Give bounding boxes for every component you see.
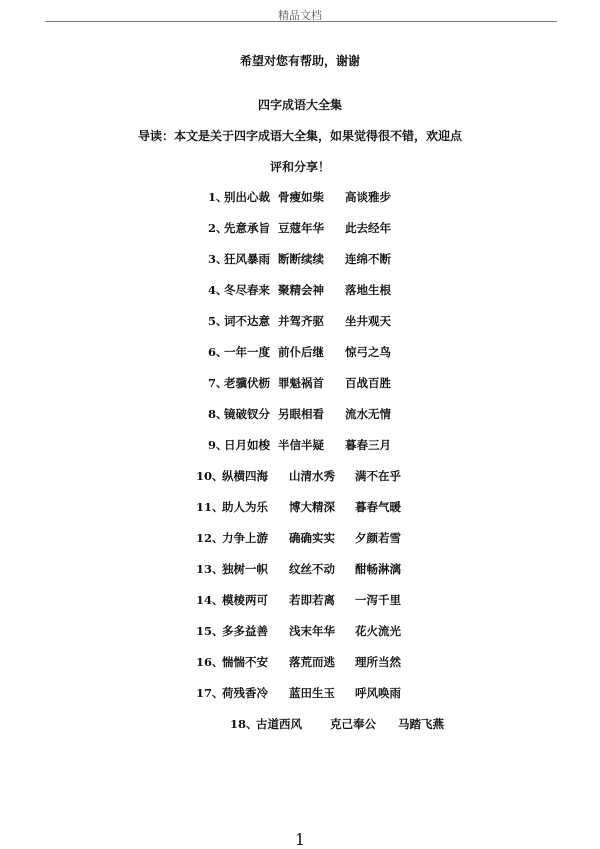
idiom-number: 17、 — [196, 686, 224, 700]
page-header-title: 精品文档 — [278, 9, 322, 22]
idiom-second: 博大精深 — [289, 500, 335, 514]
idiom-number: 7、 — [208, 376, 228, 390]
idiom-row — [0, 468, 600, 484]
idiom-first: 镜破钗分 — [224, 407, 270, 421]
idiom-number: 10、 — [196, 469, 224, 483]
idiom-row — [0, 592, 600, 608]
idiom-second: 落荒而逃 — [289, 655, 335, 669]
idiom-first: 助人为乐 — [222, 500, 268, 514]
idiom-first: 老骥伏枥 — [224, 376, 270, 390]
idiom-second: 另眼相看 — [278, 407, 324, 421]
idiom-number: 5、 — [208, 314, 228, 328]
idiom-first: 古道西风 — [256, 717, 302, 731]
idiom-number: 12、 — [196, 531, 224, 545]
idiom-third: 酣畅淋漓 — [355, 562, 401, 576]
idiom-first: 日月如梭 — [224, 438, 270, 452]
idiom-first: 模棱两可 — [222, 593, 268, 607]
idiom-first: 先意承旨 — [224, 221, 270, 235]
idiom-number: 2、 — [208, 221, 228, 235]
idiom-second: 前仆后继 — [278, 345, 324, 359]
idiom-row — [0, 251, 600, 267]
idiom-first: 词不达意 — [224, 314, 270, 328]
idiom-row — [0, 344, 600, 360]
idiom-row — [0, 561, 600, 577]
idiom-number: 8、 — [208, 407, 228, 421]
lead-line-2: 评和分享！ — [269, 160, 330, 174]
idiom-second: 豆蔻年华 — [278, 221, 324, 235]
idiom-second: 浅末年华 — [289, 624, 335, 638]
idiom-second: 确确实实 — [289, 531, 335, 545]
idiom-third: 流水无情 — [345, 407, 391, 421]
idiom-second: 骨瘦如柴 — [278, 190, 324, 204]
idiom-third: 落地生根 — [345, 283, 391, 297]
idiom-third: 此去经年 — [345, 221, 391, 235]
idiom-third: 理所当然 — [355, 655, 401, 669]
idiom-number: 15、 — [196, 624, 224, 638]
document-title: 四字成语大全集 — [257, 98, 342, 112]
idiom-third: 花火流光 — [355, 624, 401, 638]
idiom-row — [0, 282, 600, 298]
idiom-row — [0, 313, 600, 329]
thanks-line: 希望对您有帮助，谢谢 — [239, 54, 360, 68]
idiom-row — [0, 220, 600, 236]
idiom-third: 坐井观天 — [345, 314, 391, 328]
idiom-third: 一泻千里 — [355, 593, 401, 607]
idiom-second: 纹丝不动 — [289, 562, 335, 576]
idiom-third: 连绵不断 — [345, 252, 391, 266]
idiom-number: 11、 — [196, 500, 224, 514]
idiom-second: 并驾齐驱 — [278, 314, 324, 328]
idiom-row — [0, 189, 600, 205]
idiom-first: 力争上游 — [222, 531, 268, 545]
header-rule — [45, 21, 557, 22]
idiom-third: 百战百胜 — [345, 376, 391, 390]
idiom-third: 呼风唤雨 — [355, 686, 401, 700]
idiom-second: 断断续续 — [278, 252, 324, 266]
idiom-number: 14、 — [196, 593, 224, 607]
idiom-first: 独树一帜 — [222, 562, 268, 576]
idiom-third: 高谈雅步 — [345, 190, 391, 204]
idiom-first: 狂风暴雨 — [224, 252, 270, 266]
idiom-row — [0, 654, 600, 670]
idiom-second: 若即若离 — [289, 593, 335, 607]
idiom-number: 13、 — [196, 562, 224, 576]
idiom-number: 18、 — [230, 717, 258, 731]
idiom-first: 一年一度 — [224, 345, 270, 359]
idiom-second: 聚精会神 — [278, 283, 324, 297]
idiom-third: 暮春三月 — [345, 438, 391, 452]
idiom-third: 暮春气暖 — [355, 500, 401, 514]
idiom-row — [0, 623, 600, 639]
idiom-row — [0, 716, 600, 732]
idiom-row — [0, 406, 600, 422]
idiom-number: 4、 — [208, 283, 228, 297]
idiom-second: 半信半疑 — [278, 438, 324, 452]
page-number: 1 — [294, 830, 306, 849]
idiom-number: 3、 — [208, 252, 228, 266]
idiom-row — [0, 685, 600, 701]
idiom-row — [0, 375, 600, 391]
idiom-third: 满不在乎 — [355, 469, 401, 483]
idiom-number: 9、 — [208, 438, 228, 452]
idiom-second: 蓝田生玉 — [289, 686, 335, 700]
idiom-number: 6、 — [208, 345, 228, 359]
idiom-first: 荷残香冷 — [222, 686, 268, 700]
idiom-third: 惊弓之鸟 — [345, 345, 391, 359]
idiom-first: 惴惴不安 — [222, 655, 268, 669]
idiom-row — [0, 499, 600, 515]
idiom-first: 冬尽春来 — [224, 283, 270, 297]
lead-line-1: 导读：本文是关于四字成语大全集，如果觉得很不错，欢迎点 — [137, 129, 462, 143]
idiom-third: 马踏飞燕 — [398, 717, 444, 731]
idiom-second: 罪魁祸首 — [278, 376, 324, 390]
idiom-first: 多多益善 — [222, 624, 268, 638]
idiom-row — [0, 437, 600, 453]
idiom-row — [0, 530, 600, 546]
idiom-number: 1、 — [208, 190, 228, 204]
idiom-number: 16、 — [196, 655, 224, 669]
idiom-first: 纵横四海 — [222, 469, 268, 483]
idiom-second: 山清水秀 — [289, 469, 335, 483]
idiom-third: 夕颜若雪 — [355, 531, 401, 545]
idiom-first: 别出心裁 — [224, 190, 270, 204]
idiom-second: 克己奉公 — [330, 717, 376, 731]
